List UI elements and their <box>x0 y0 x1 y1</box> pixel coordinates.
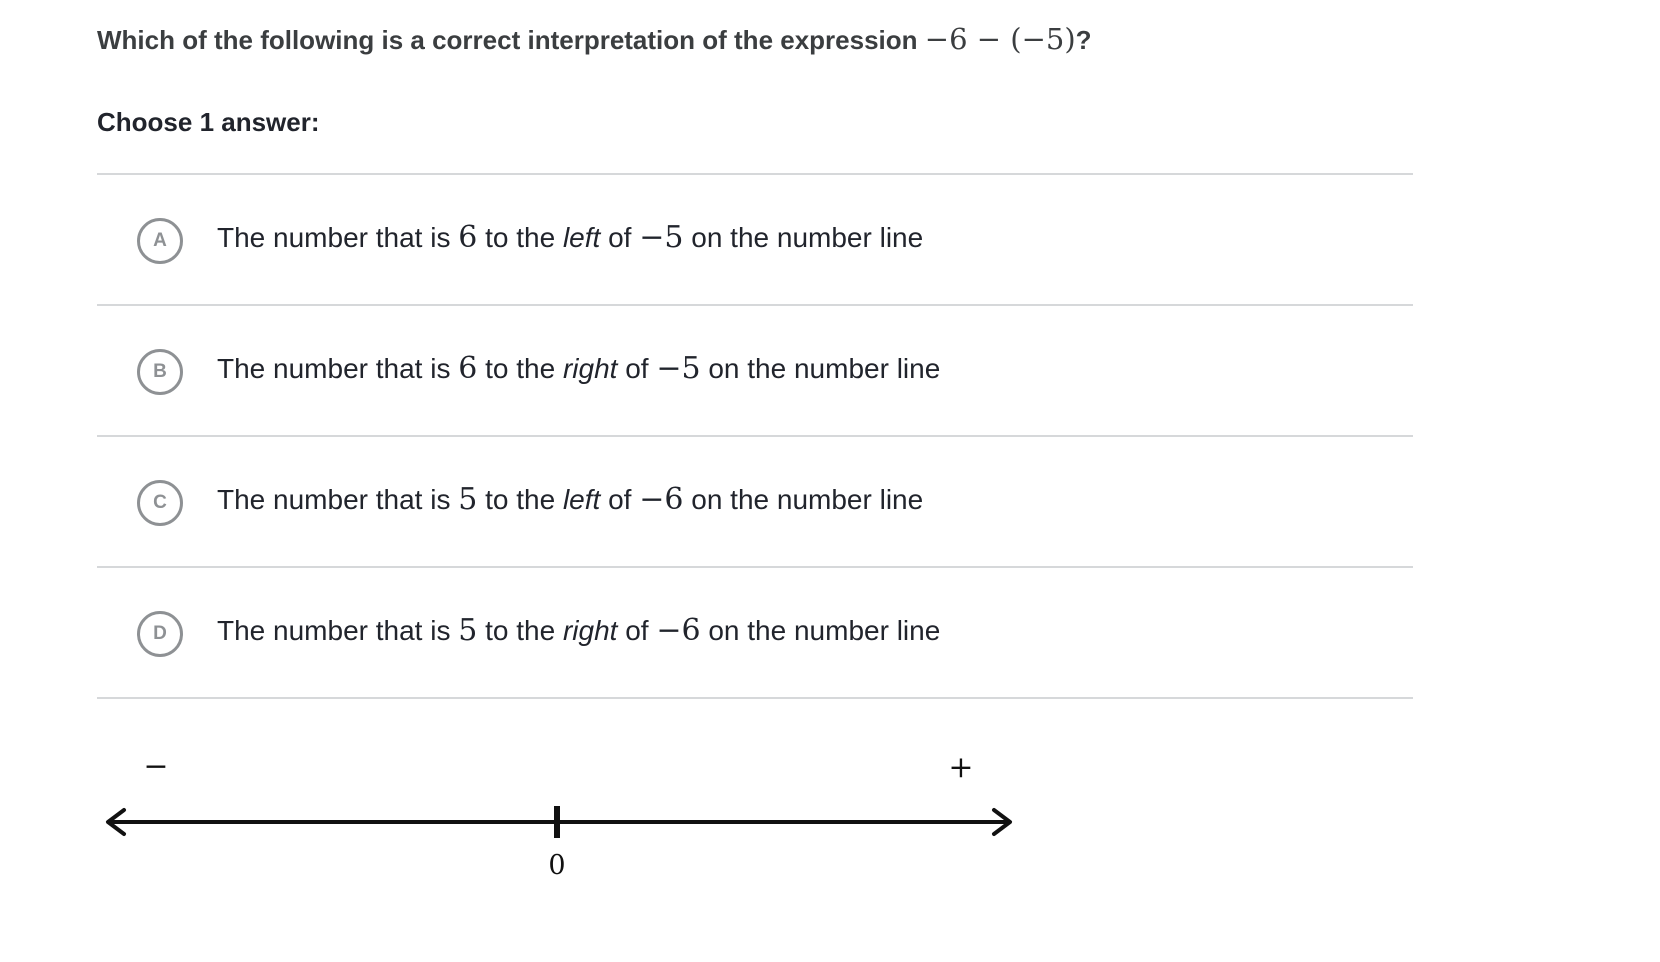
choice-b-text: The number that is 6 to the right of −5 on the number line <box>217 351 941 386</box>
choice-b[interactable] <box>97 306 1413 437</box>
choice-c[interactable] <box>97 437 1413 568</box>
positive-direction-label: + <box>948 750 974 785</box>
choose-instruction: Choose 1 answer: <box>97 107 320 137</box>
choice-c-text: The number that is 5 to the left of −6 on the number line <box>217 482 924 517</box>
choice-b-bubble[interactable]: B <box>137 349 183 395</box>
choice-a[interactable] <box>97 175 1413 306</box>
question-text: Which of the following is a correct interpretation of the expression <box>97 25 925 55</box>
choice-d[interactable] <box>97 568 1413 699</box>
question-mark: ? <box>1075 25 1092 55</box>
negative-direction-label: − <box>143 749 169 784</box>
choice-d-bubble[interactable]: D <box>137 611 183 657</box>
question-expression: −6 − (−5) <box>924 22 1076 56</box>
choice-d-text: The number that is 5 to the right of −6 on the number line <box>217 613 941 648</box>
zero-tick-label: 0 <box>548 850 566 881</box>
number-line-figure <box>90 740 1030 890</box>
choice-a-bubble[interactable]: A <box>137 218 183 264</box>
choice-c-bubble[interactable]: C <box>137 480 183 526</box>
choice-a-text: The number that is 6 to the left of −5 on the number line <box>217 220 924 255</box>
answer-choices <box>97 173 1413 699</box>
question-prompt <box>97 22 1092 56</box>
number-line-svg <box>90 740 1030 890</box>
